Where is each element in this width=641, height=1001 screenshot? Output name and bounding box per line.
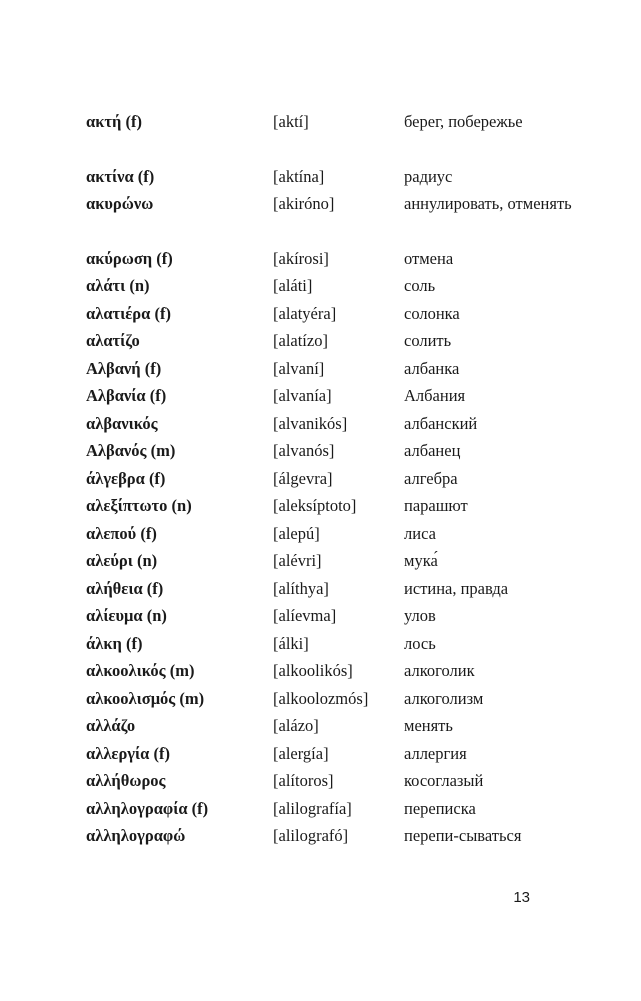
transliteration: [akírosi] — [273, 249, 329, 268]
russian-translation: соль — [404, 276, 436, 295]
russian-translation: косоглазый — [404, 771, 484, 790]
greek-headword: Αλβανή (f) — [86, 359, 162, 378]
transliteration: [alíthya] — [273, 579, 329, 598]
transliteration: [alergía] — [273, 744, 329, 763]
greek-headword: αλατίζο — [86, 331, 140, 350]
russian-translation: берег, побережье — [404, 112, 523, 131]
transliteration: [aktí] — [273, 112, 309, 131]
transliteration: [alkoolikós] — [273, 661, 353, 680]
russian-translation: лось — [404, 634, 436, 653]
greek-headword: αλβανικός — [86, 414, 158, 433]
transliteration: [alévri] — [273, 551, 322, 570]
transliteration: [alatízo] — [273, 331, 328, 350]
transliteration: [alázo] — [273, 716, 319, 735]
greek-headword: αλλάζο — [86, 716, 136, 735]
transliteration: [alkoolozmós] — [273, 689, 369, 708]
greek-headword: αλληλογραφία (f) — [86, 799, 209, 818]
transliteration: [alvanós] — [273, 441, 335, 460]
russian-translation: улов — [404, 606, 436, 625]
greek-headword: αλήθεια (f) — [86, 579, 164, 598]
russian-translation: алкоголик — [404, 661, 475, 680]
dictionary-entry — [0, 822, 641, 876]
russian-translation: истина, правда — [404, 579, 509, 598]
greek-headword: ακυρώνω — [86, 194, 154, 213]
greek-headword: αλληλογραφώ — [86, 826, 186, 845]
transliteration: [aláti] — [273, 276, 313, 295]
transliteration: [alilografó] — [273, 826, 349, 845]
greek-headword: αλκοολισμός (m) — [86, 689, 205, 708]
greek-headword: Αλβανία (f) — [86, 386, 167, 405]
transliteration: [alepú] — [273, 524, 320, 543]
russian-translation: солонка — [404, 304, 460, 323]
greek-headword: αλλήθωρος — [86, 771, 166, 790]
russian-translation: парашют — [404, 496, 468, 515]
transliteration: [álki] — [273, 634, 309, 653]
transliteration: [aktína] — [273, 167, 325, 186]
greek-headword: αλεξίπτωτο (n) — [86, 496, 192, 515]
russian-translation: переписка — [404, 799, 476, 818]
russian-translation: лиса — [404, 524, 436, 543]
greek-headword: αλλεργία (f) — [86, 744, 170, 763]
transliteration: [aleksíptoto] — [273, 496, 357, 515]
russian-translation: менять — [404, 716, 453, 735]
russian-translation: албанка — [404, 359, 460, 378]
greek-headword: ακτίνα (f) — [86, 167, 155, 186]
transliteration: [alilografía] — [273, 799, 352, 818]
greek-headword: αλίευμα (n) — [86, 606, 167, 625]
greek-headword: αλάτι (n) — [86, 276, 150, 295]
greek-headword: άλκη (f) — [86, 634, 143, 653]
russian-translation: солить — [404, 331, 452, 350]
transliteration: [alvanikós] — [273, 414, 348, 433]
russian-translation: алкоголизм — [404, 689, 484, 708]
russian-translation: аннулировать, отменять — [404, 194, 572, 213]
greek-headword: ακύρωση (f) — [86, 249, 173, 268]
russian-translation: перепи-сываться — [404, 826, 522, 845]
russian-translation: радиус — [404, 167, 453, 186]
transliteration: [alvaní] — [273, 359, 325, 378]
transliteration: [akiróno] — [273, 194, 335, 213]
greek-headword: αλεπού (f) — [86, 524, 157, 543]
russian-translation: Албания — [404, 386, 466, 405]
dictionary-entry — [0, 108, 641, 162]
page-number: 13 — [513, 889, 530, 906]
transliteration: [alatyéra] — [273, 304, 337, 323]
russian-translation: аллергия — [404, 744, 467, 763]
russian-translation: албанец — [404, 441, 461, 460]
greek-headword: αλατιέρα (f) — [86, 304, 171, 323]
greek-headword: Αλβανός (m) — [86, 441, 176, 460]
russian-translation: алгебра — [404, 469, 458, 488]
greek-headword: άλγεβρα (f) — [86, 469, 166, 488]
greek-headword: ακτή (f) — [86, 112, 142, 131]
greek-headword: αλεύρι (n) — [86, 551, 158, 570]
russian-translation: мука́ — [404, 551, 438, 570]
transliteration: [alíevma] — [273, 606, 337, 625]
russian-translation: албанский — [404, 414, 478, 433]
transliteration: [alítoros] — [273, 771, 334, 790]
greek-headword: αλκοολικός (m) — [86, 661, 195, 680]
russian-translation: отмена — [404, 249, 454, 268]
dictionary-entry — [0, 190, 641, 244]
transliteration: [alvanía] — [273, 386, 332, 405]
transliteration: [álgevra] — [273, 469, 333, 488]
